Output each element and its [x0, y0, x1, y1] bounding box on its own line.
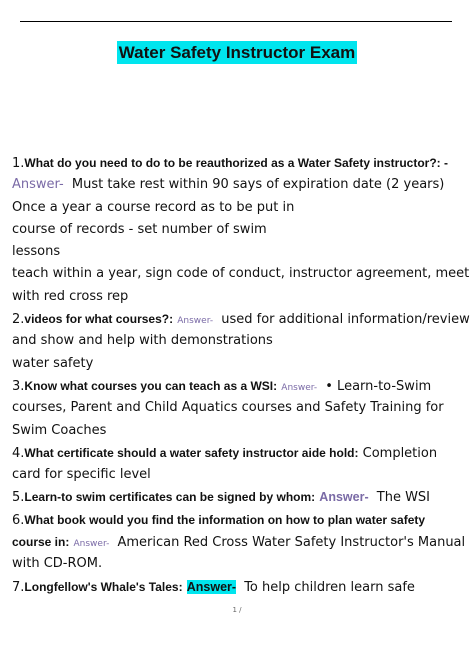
- qa-line: [12, 464, 474, 486]
- qa-line: [12, 553, 474, 575]
- answer-text: Completion: [362, 445, 438, 461]
- answer-text: Once a year a course record as to be put in: [12, 199, 295, 215]
- qa-line: [12, 353, 474, 375]
- answer-label: Answer-: [319, 490, 369, 505]
- qa-line: [12, 197, 474, 219]
- top-rule: [20, 21, 452, 22]
- qa-line: [12, 219, 474, 241]
- question-text: What book would you find the information on how to plan water safety: [24, 512, 426, 527]
- answer-text: with red cross rep: [12, 288, 129, 304]
- answer-text: and show and help with demonstrations: [12, 333, 273, 349]
- question-text: What certificate should a water safety instructor aide hold:: [24, 445, 359, 460]
- qa-line: [12, 330, 474, 352]
- question-text: course in:: [12, 535, 70, 550]
- question-text: videos for what courses?:: [24, 312, 174, 327]
- qa-list: [12, 152, 474, 598]
- answer-text: with CD-ROM.: [12, 556, 103, 572]
- answer-text: Swim Coaches: [12, 422, 107, 438]
- qa-line: [12, 397, 474, 419]
- answer-text: teach within a year, sign code of conduct, instructor agreement, meet: [12, 266, 470, 282]
- question-number: 3.: [12, 378, 25, 394]
- qa-line: [12, 442, 474, 464]
- qa-line: [12, 509, 474, 531]
- answer-text: American Red Cross Water Safety Instructor's Manual: [117, 535, 466, 551]
- answer-text: lessons: [12, 244, 61, 260]
- question-number: 7.: [12, 579, 25, 595]
- answer-text: card for specific level: [12, 467, 151, 483]
- document-title: Water Safety Instructor Exam: [118, 43, 356, 62]
- question-text: Longfellow's Whale's Tales:: [24, 579, 183, 594]
- qa-line: [12, 308, 474, 330]
- answer-text: Must take rest within 90 says of expiration date (2 years): [71, 177, 445, 193]
- question-number: 6.: [12, 512, 25, 528]
- answer-label: Answer-: [73, 539, 110, 550]
- question-number: 4.: [12, 445, 25, 461]
- qa-line: [12, 486, 474, 508]
- answer-text: The WSI: [376, 490, 431, 506]
- title-area: [0, 41, 474, 64]
- page-footer: [0, 606, 474, 614]
- qa-line: [12, 263, 474, 285]
- qa-line: [12, 420, 474, 442]
- answer-text: • Learn-to-Swim: [325, 378, 432, 394]
- qa-line: [12, 241, 474, 263]
- answer-text: To help children learn safe: [244, 579, 415, 595]
- qa-line: [12, 576, 474, 598]
- question-number: 1.: [12, 156, 25, 171]
- question-text: What do you need to do to be reauthorized as a Water Safety instructor?: -: [24, 156, 448, 170]
- answer-label: Answer-: [281, 382, 318, 393]
- answer-label: Answer-: [12, 177, 64, 193]
- question-number: 2.: [12, 312, 25, 328]
- answer-text: courses, Parent and Child Aquatics courses and Safety Training for: [12, 400, 444, 416]
- question-number: 5.: [12, 490, 25, 506]
- question-text: Know what courses you can teach as a WSI:: [24, 378, 278, 393]
- qa-line: [12, 531, 474, 553]
- qa-line: [12, 375, 474, 397]
- answer-label: Answer-: [177, 316, 214, 327]
- answer-text: course of records - set number of swim: [12, 221, 267, 237]
- answer-text: water safety: [12, 355, 94, 371]
- qa-line: [12, 174, 474, 196]
- qa-line: [12, 286, 474, 308]
- question-text: Learn-to swim certificates can be signed by whom:: [24, 490, 316, 505]
- answer-text: used for additional information/review: [221, 312, 470, 328]
- page-marker: 1 /: [232, 606, 242, 614]
- answer-label-highlighted: Answer-: [186, 579, 237, 594]
- qa-line: [12, 152, 474, 174]
